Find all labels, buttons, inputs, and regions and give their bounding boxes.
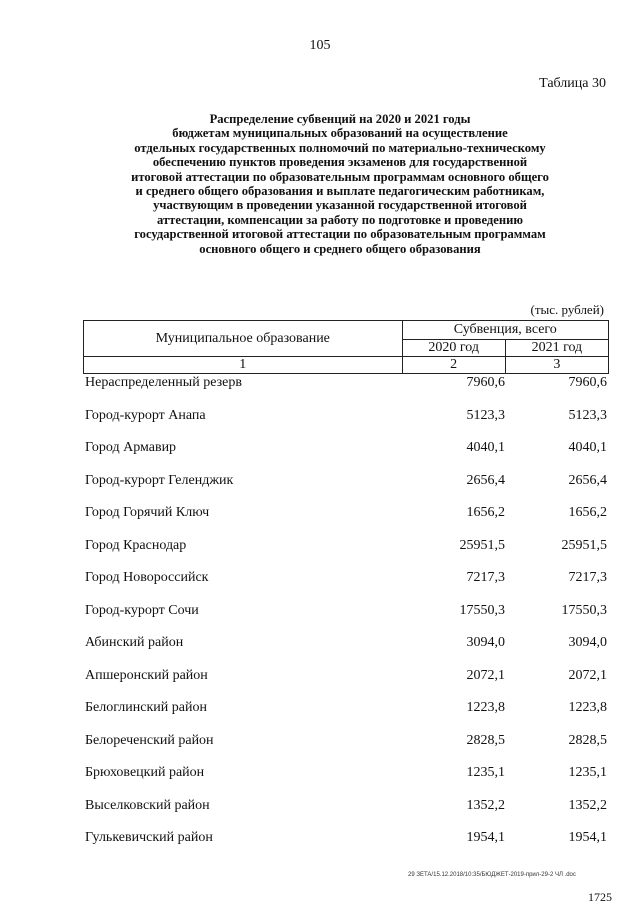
table-row: [83, 535, 609, 568]
title-line: основного общего и среднего общего образования: [199, 241, 481, 256]
row-municipality: Белоглинский район: [85, 700, 207, 715]
table-row: [83, 730, 609, 763]
row-value-2021: 17550,3: [561, 602, 607, 618]
header-municipality: Муниципальное образование: [84, 321, 403, 357]
title-line: государственной итоговой аттестации по образовательным программам: [134, 227, 546, 242]
row-value-2020: 4040,1: [466, 440, 505, 455]
table-row: [83, 502, 609, 535]
row-value-2021: 1954,1: [568, 830, 607, 845]
table-row: [83, 762, 609, 795]
row-value-2020: 1223,8: [466, 700, 505, 715]
row-value-2021: 3094,0: [568, 635, 607, 650]
row-municipality: Город-курорт Сочи: [85, 602, 199, 618]
title-line: и среднего общего образования и выплате педагогическим работникам,: [135, 184, 545, 199]
row-value-2020: 1235,1: [466, 765, 505, 780]
header-year-2020: 2020 год: [402, 340, 505, 357]
row-value-2021: 7960,6: [568, 375, 607, 390]
table-row: [83, 567, 609, 600]
row-value-2020: 2072,1: [466, 667, 505, 683]
row-value-2020: 1656,2: [466, 505, 505, 520]
row-municipality: Город Краснодар: [85, 537, 187, 553]
row-municipality: Апшеронский район: [85, 667, 208, 683]
table-row: [83, 632, 609, 665]
row-municipality: Абинский район: [85, 635, 184, 650]
header-col-number-3: 3: [505, 357, 608, 374]
table-body: [83, 372, 609, 860]
row-value-2020: 7960,6: [466, 375, 505, 390]
row-value-2021: 2072,1: [568, 667, 607, 683]
title-line: участвующим в проведении указанной государственной итоговой: [153, 198, 527, 213]
table-row: [83, 372, 609, 405]
row-municipality: Нераспределенный резерв: [85, 375, 242, 390]
row-value-2020: 1352,2: [466, 797, 505, 813]
title-line: обеспечению пунктов проведения экзаменов для государственной: [152, 155, 528, 170]
row-value-2021: 25951,5: [561, 537, 607, 553]
row-municipality: Город Новороссийск: [85, 570, 209, 585]
row-value-2020: 2828,5: [466, 732, 505, 748]
table-label: Таблица 30: [539, 76, 606, 91]
title-line: бюджетам муниципальных образований на осуществление: [172, 126, 508, 141]
header-col-number-2: 2: [402, 357, 505, 374]
row-value-2020: 17550,3: [459, 602, 505, 618]
row-value-2021: 5123,3: [568, 407, 607, 423]
row-municipality: Брюховецкий район: [85, 765, 205, 780]
title-line: отдельных государственных полномочий по материально-техническому: [134, 140, 546, 155]
title-line: итоговой аттестации по образовательным программам основного общего: [131, 169, 549, 184]
table-row: [83, 697, 609, 730]
row-value-2021: 1235,1: [568, 765, 607, 780]
row-value-2020: 1954,1: [466, 830, 505, 845]
row-municipality: Город Горячий Ключ: [85, 505, 210, 520]
page-number: 105: [309, 38, 331, 53]
footer-file-info: 29 ЗЕТА/15.12.2018/10:35/БЮДЖЕТ-2019-прил-29-2 ЧЛ .doc: [408, 872, 576, 878]
table-row: [83, 600, 609, 633]
corner-page-number: 1725: [588, 890, 612, 904]
row-value-2020: 5123,3: [466, 407, 505, 423]
header-year-2021: 2021 год: [505, 340, 608, 357]
units-label: (тыс. рублей): [530, 302, 604, 317]
row-municipality: Город Армавир: [85, 440, 177, 455]
row-value-2021: 7217,3: [568, 570, 607, 585]
document-title: [70, 112, 610, 256]
title-line: Распределение субвенций на 2020 и 2021 годы: [209, 112, 471, 126]
row-municipality: Город-курорт Геленджик: [85, 472, 234, 488]
row-value-2021: 1352,2: [568, 797, 607, 813]
header-subvention-total: Субвенция, всего: [402, 321, 608, 340]
row-value-2021: 2828,5: [568, 732, 607, 748]
table-row: [83, 437, 609, 470]
row-municipality: Город-курорт Анапа: [85, 407, 206, 423]
row-value-2021: 4040,1: [568, 440, 607, 455]
row-value-2021: 1656,2: [568, 505, 607, 520]
row-municipality: Белореченский район: [85, 732, 214, 748]
row-municipality: Выселковский район: [85, 797, 210, 813]
row-value-2021: 2656,4: [568, 472, 607, 488]
header-col-number-1: 1: [84, 357, 403, 374]
table-row: [83, 665, 609, 698]
row-value-2021: 1223,8: [568, 700, 607, 715]
table-row: [83, 405, 609, 438]
table-row: [83, 795, 609, 828]
table-row: [83, 827, 609, 860]
row-value-2020: 25951,5: [459, 537, 505, 553]
table-header: [83, 320, 609, 374]
table-row: [83, 470, 609, 503]
row-value-2020: 7217,3: [466, 570, 505, 585]
row-value-2020: 3094,0: [466, 635, 505, 650]
title-line: аттестации, компенсации за работу по подготовке и проведению: [157, 212, 523, 227]
row-municipality: Гулькевичский район: [85, 830, 213, 845]
row-value-2020: 2656,4: [466, 472, 505, 488]
